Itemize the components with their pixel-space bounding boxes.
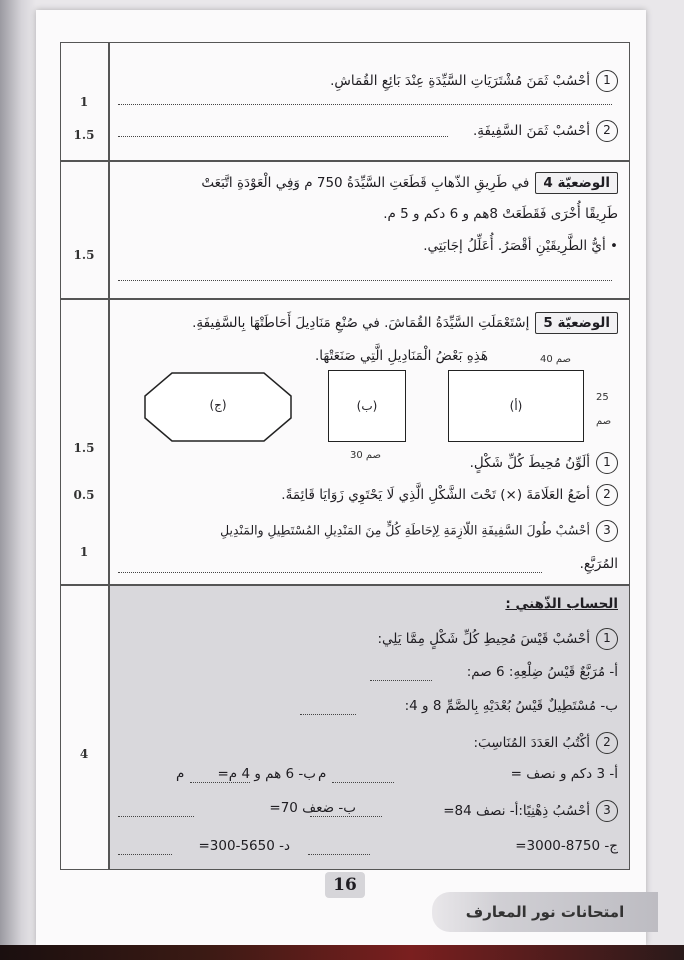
dim-height-25: 25 xyxy=(596,392,609,403)
question-text: ألَوِّنُ مُحِيطَ كُلِّ شَكْلٍ. xyxy=(469,455,590,471)
mental-sub-1: ج- 8750-3000= xyxy=(515,838,618,854)
situation-5-q3-cont: المُرَبَّعِ. xyxy=(579,556,618,572)
answer-line[interactable] xyxy=(118,572,542,573)
situation-text: في طَرِيقِ الذّهابِ قَطَعَتِ السَّيِّدَةُ 750 م وَفِي الْعَوْدَةِ اتَّبَعَتْ xyxy=(201,175,530,191)
brand-label: امتحانات نور المعارف xyxy=(432,892,658,932)
mental-q2 xyxy=(473,732,618,754)
number-circle: 1 xyxy=(596,452,618,474)
section-divider-1 xyxy=(60,160,630,162)
situation-5-q3 xyxy=(220,520,618,542)
mark-s4: 1.5 xyxy=(73,248,95,262)
number-circle: 1 xyxy=(596,628,618,650)
answer-line[interactable] xyxy=(370,680,432,681)
situation-4-line2: طَرِيقًا أُخْرَى فَقَطَعَتْ 8هم و 6 دكم و 5 م. xyxy=(383,206,618,222)
answer-line[interactable] xyxy=(308,854,370,855)
answer-line[interactable] xyxy=(310,816,382,817)
situation-4-tag: الوضعيّة 4 xyxy=(535,172,618,194)
situation-5-q2 xyxy=(281,484,618,506)
answer-line[interactable] xyxy=(118,104,612,105)
mental-q1-a: أ- مُرَبَّعٌ قَيْسُ ضِلْعِهِ: 6 صم: xyxy=(466,664,618,680)
mental-sub-2: د- 5650-300= xyxy=(198,838,290,854)
number-circle: 1 xyxy=(596,70,618,92)
situation-5-tag: الوضعيّة 5 xyxy=(535,312,618,334)
mark-s5-q2: 0.5 xyxy=(73,488,95,502)
question-text: أحْسُبْ ثَمَنَ مُشْتَرَيَاتِ السَّيِّدَةِ عِنْدَ بَائِعِ القُمَاشِ. xyxy=(330,73,590,89)
section-divider-3 xyxy=(60,584,630,586)
number-circle: 3 xyxy=(596,520,618,542)
mark-mental: 4 xyxy=(79,747,89,761)
dim-height-unit: صم xyxy=(596,416,612,427)
mental-conv-1: أ- 3 دكم و نصف = xyxy=(510,766,618,782)
shape-label: (ب) xyxy=(356,399,378,413)
number-circle: 2 xyxy=(596,120,618,142)
question-text: أحْسُبْ قَيْسَ مُحِيطِ كُلِّ شَكْلٍ مِمَّا يَلِي: xyxy=(377,631,590,647)
shape-label: (أ) xyxy=(509,399,523,413)
situation-text: إسْتَعْمَلَتِ السَّيِّدَةُ القُمَاشَ. في صُنْعِ مَنَادِيلَ أَحَاطَتْهَا بِالسَّفِيفَةِ. xyxy=(192,315,530,331)
question-text: أحْسُبْ طُولَ السَّفِيفَةِ اللّازِمَةِ لِإحَاطَةِ كُلٍّ مِنَ المَنْدِيلِ المُسْتَطِيلِ والمَنْدِيلِ xyxy=(220,522,590,538)
mark-top-q2: 1.5 xyxy=(73,128,95,142)
situation-5-line1 xyxy=(192,312,618,334)
mark-top-q1: 1 xyxy=(79,95,89,109)
question-text: أضَعُ العَلَامَةَ (×) تَحْتَ الشَّكْلِ الَّذِي لَا يَحْتَوِي زَوَايَا قَائِمَةً. xyxy=(281,487,590,503)
mental-q1-b: ب- مُسْتَطِيلٌ قَيْسُ بُعْدَيْهِ بِالصَّمِّ 8 و 4: xyxy=(404,698,618,714)
dim-width-30: 30 صم xyxy=(350,450,382,461)
situation-5-line2: هَذِهِ بَعْضُ الْمَنَادِيلِ الَّتِي صَنَعَتْهَا. xyxy=(314,348,488,364)
top-question-1 xyxy=(330,70,618,92)
question-text: أحْسُبْ ثَمَنَ السَّفِيفَةِ. xyxy=(473,123,590,139)
situation-5-q1 xyxy=(470,452,618,474)
situation-4-line3: • أيُّ الطَّرِيقَيْنِ أقْصَرُ. أُعَلِّلُ إجَابَتِي. xyxy=(423,238,618,254)
shape-label: (ج) xyxy=(209,398,227,412)
conv-unit: م xyxy=(176,766,185,782)
number-circle: 2 xyxy=(596,732,618,754)
mark-s5-q3: 1 xyxy=(79,545,89,559)
mental-title: الحساب الذّهني : xyxy=(505,596,618,612)
marks-column-divider xyxy=(108,42,110,870)
answer-line[interactable] xyxy=(118,816,194,817)
answer-line[interactable] xyxy=(300,714,356,715)
mark-s5-q1: 1.5 xyxy=(73,441,95,455)
answer-line[interactable] xyxy=(190,782,250,783)
page-number: 16 xyxy=(325,872,365,898)
book-spine xyxy=(0,0,36,960)
mental-q1 xyxy=(377,628,618,650)
shape-a-rectangle xyxy=(448,370,584,442)
answer-line[interactable] xyxy=(118,280,612,281)
answer-line[interactable] xyxy=(118,136,448,137)
mental-q3 xyxy=(443,800,618,822)
mental-double: ب- ضعف 70= xyxy=(269,800,356,816)
answer-line[interactable] xyxy=(332,782,394,783)
conv-unit: م xyxy=(318,766,327,782)
mental-conv-2: ب- 6 هم و 4 م= xyxy=(217,766,316,782)
section-divider-2 xyxy=(60,298,630,300)
number-circle: 2 xyxy=(596,484,618,506)
bottom-photo-edge xyxy=(0,945,684,960)
shape-b-square xyxy=(328,370,406,442)
dim-width-40: 40 صم xyxy=(540,354,572,365)
top-question-2 xyxy=(473,120,618,142)
answer-line[interactable] xyxy=(118,854,172,855)
number-circle: 3 xyxy=(596,800,618,822)
question-text: أحْسُبُ ذِهْنِيًا:أ- نصف 84= xyxy=(443,803,590,819)
situation-4-line1 xyxy=(201,172,618,194)
question-text: أكْتُبُ العَدَدَ المُنَاسِبَ: xyxy=(473,735,590,751)
